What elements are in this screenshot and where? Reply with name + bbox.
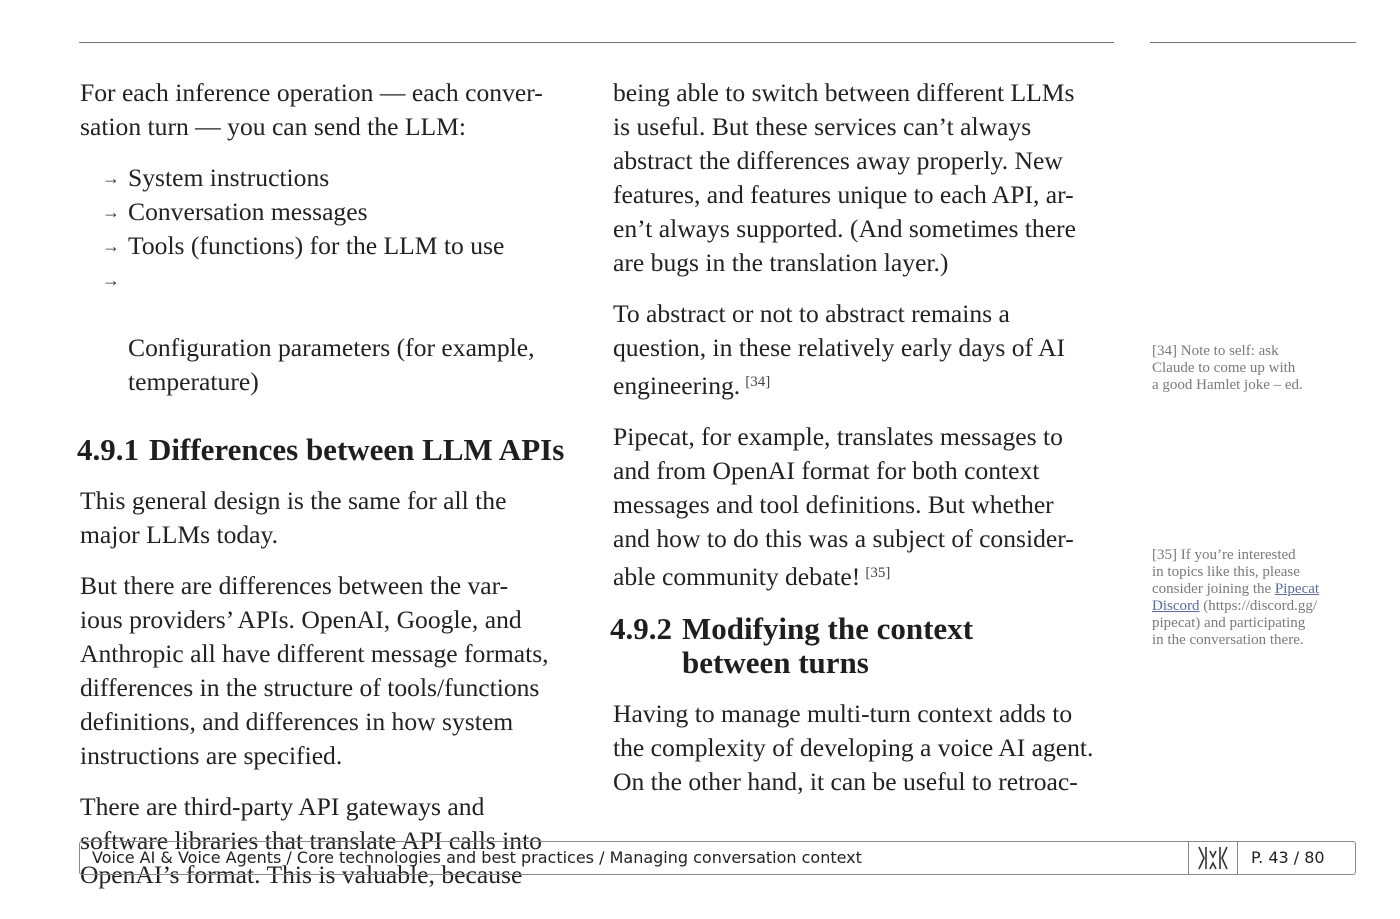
pipecat-logo-glyph bbox=[1196, 845, 1230, 871]
section-number: 4.9.2 bbox=[610, 611, 672, 646]
arrow-right-icon: → bbox=[102, 202, 120, 222]
pipecat-discord-link[interactable]: Pipecat bbox=[1274, 581, 1320, 597]
breadcrumb[interactable]: Voice AI & Voice Agents / Core technologies and best practices / Managing conversation context bbox=[92, 848, 862, 867]
llm-inputs-list bbox=[80, 161, 585, 399]
list-item bbox=[102, 195, 585, 229]
sidenote-text: (https://discord.gg/ pipecat) and participating in the conversation there. bbox=[1152, 598, 1317, 648]
section-title: Differences between LLM APIs bbox=[149, 432, 565, 467]
section-number: 4.9.1 bbox=[77, 432, 139, 467]
body-paragraph: Having to manage multi-turn context adds to the complexity of developing a voice AI agent. On the other hand, it can be useful to retroac- bbox=[613, 699, 1094, 796]
body-paragraph: But there are differences between the var- ious providers’ APIs. OpenAI, Google, and Anthropic all have different message formats, differences in the structure of tools/functions definitions, and differences in how system instructions are specified. bbox=[80, 571, 549, 770]
section-heading-4-9-2 bbox=[610, 612, 1123, 680]
body-paragraph: There are third-party API gateways and software libraries that translate API calls into OpenAI’s format. This is valuable, because bbox=[80, 792, 542, 889]
page-number: P. 43 / 80 bbox=[1251, 848, 1325, 867]
sidenote-34: [34] Note to self: ask Claude to come up with a good Hamlet joke – ed. bbox=[1152, 343, 1303, 393]
arrow-right-icon: → bbox=[102, 270, 120, 290]
sidebar-top-rule bbox=[1150, 42, 1356, 43]
list-item-text: Configuration parameters (for example, temperature) bbox=[128, 333, 535, 396]
section-heading-4-9-1 bbox=[77, 433, 585, 467]
top-rule bbox=[79, 42, 1114, 43]
list-item bbox=[102, 263, 585, 399]
page-footer bbox=[79, 841, 1356, 875]
footnote-ref-35[interactable]: [35] bbox=[865, 565, 891, 581]
arrow-right-icon: → bbox=[102, 236, 120, 256]
list-item-text: Tools (functions) for the LLM to use bbox=[128, 231, 505, 260]
sidenote-35 bbox=[1152, 547, 1362, 649]
list-item bbox=[102, 161, 585, 195]
list-item bbox=[102, 229, 585, 263]
left-column bbox=[77, 76, 585, 909]
body-paragraph-with-footnote bbox=[613, 420, 1123, 594]
sidenote-text: [35] If you’re interested in topics like this, please consider joining the bbox=[1152, 547, 1300, 597]
list-item-text: Conversation messages bbox=[128, 197, 368, 226]
paragraph-text: Pipecat, for example, translates messages to and from OpenAI format for both context messages and tool definitions. But whether and how to do this was a subject of consider- able community debate! bbox=[613, 422, 1074, 591]
footnote-ref-34[interactable]: [34] bbox=[745, 374, 771, 390]
intro-paragraph: For each inference operation — each conver- sation turn — you can send the LLM: bbox=[80, 78, 543, 141]
pipecat-logo-icon bbox=[1188, 842, 1238, 874]
right-column bbox=[610, 76, 1123, 816]
arrow-right-icon: → bbox=[102, 168, 120, 188]
section-title: Modifying the context between turns bbox=[682, 611, 974, 680]
body-paragraph: This general design is the same for all the major LLMs today. bbox=[80, 486, 507, 549]
paragraph-text: To abstract or not to abstract remains a question, in these relatively early days of AI engineering. bbox=[613, 299, 1066, 400]
pipecat-discord-link[interactable]: Discord bbox=[1152, 598, 1200, 614]
body-paragraph-with-footnote bbox=[613, 297, 1123, 403]
body-paragraph: being able to switch between different LLMs is useful. But these services can’t always abstract the differences away properly. New features, and features unique to each API, ar- en’t always supported. (And sometimes there are bugs in the translation layer.) bbox=[613, 78, 1076, 277]
list-item-text: System instructions bbox=[128, 163, 330, 192]
